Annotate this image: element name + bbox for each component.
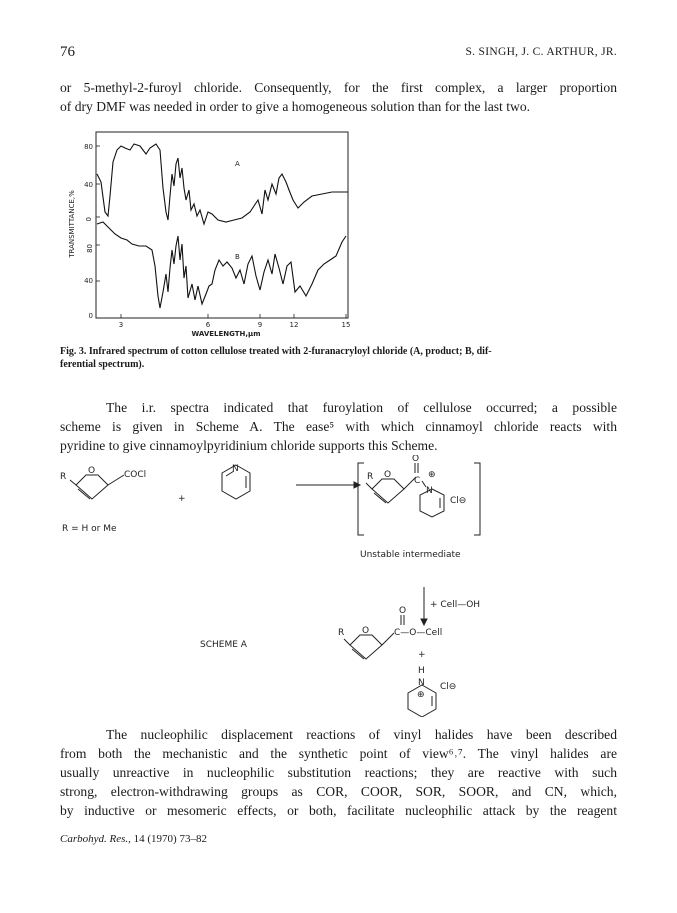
caption-line: ferential spectrum). [60, 359, 145, 370]
r-substituent-label: R [338, 628, 345, 638]
pyridinium-n-label: N [418, 678, 425, 688]
text-line: or 5-methyl-2-furoyl chloride. Consequently, for the first complex, a larger proportion [60, 80, 617, 95]
x-axis-label: WAVELENGTH,µm [191, 330, 261, 338]
carbonyl-o-label: O [412, 455, 420, 464]
text-line: from both the mechanistic and the synthetic point of view⁶˒⁷. The vinyl halides are [60, 746, 617, 761]
text-line: usually unreactive in nucleophilic substitution reactions; they are reactive with such [60, 765, 617, 780]
r-substituent-label: R [60, 472, 67, 482]
y-tick-label: 40 [84, 277, 93, 285]
charge-plus: ⊕ [428, 470, 436, 480]
journal-name: Carbohyd. Res., [60, 833, 131, 845]
y-tick-label: 0 [85, 217, 93, 222]
x-tick-label: 6 [205, 321, 211, 329]
running-header-authors: S. SINGH, J. C. ARTHUR, JR. [465, 46, 617, 58]
scheme-name: SCHEME A [200, 640, 247, 650]
unstable-intermediate-label: Unstable intermediate [360, 550, 461, 560]
ir-spectrum-figure [60, 124, 380, 339]
r-definition: R = H or Me [62, 524, 117, 534]
page-number: 76 [60, 44, 75, 60]
scheme-a-diagram [60, 455, 540, 717]
x-tick-label: 3 [118, 321, 124, 329]
x-tick-label: 15 [341, 321, 351, 329]
carbonyl-c-label: C [414, 476, 421, 486]
journal-citation: 14 (1970) 73–82 [133, 833, 207, 845]
x-tick-label: 12 [289, 321, 299, 329]
text-line: The nucleophilic displacement reactions of vinyl halides have been described [106, 727, 617, 742]
x-tick-label: 9 [257, 321, 263, 329]
y-tick-label: 40 [84, 181, 93, 189]
y-axis-label: TRANSMITTANCE,% [68, 190, 76, 258]
intro-paragraph [60, 78, 617, 116]
caption-line: Fig. 3. Infrared spectrum of cotton cellulose treated with 2-furanacryloyl chloride (A, product; B, dif- [60, 346, 492, 357]
text-line: The i.r. spectra indicated that furoylation of cellulose occurred; a possible [106, 400, 617, 415]
hydrogen-label: H [418, 666, 425, 676]
pyridine-n-label: N [232, 464, 239, 474]
text-line: strong, electron-withdrawing groups as COR, COOR, SOR, SOOR, and CN, which, [60, 784, 617, 799]
y-tick-label: 80 [84, 143, 93, 151]
r-substituent-label: R [367, 472, 374, 482]
ester-tail-label: C—O—Cell [394, 628, 443, 638]
plus-sign: + [178, 494, 186, 504]
furan-oxygen-label: O [88, 466, 96, 476]
chloride-label: Cl⊖ [450, 496, 467, 506]
paragraph-nucleophilic [60, 725, 617, 820]
y-tick-label: 0 [88, 312, 93, 320]
text-line: pyridine to give cinnamoylpyridinium chloride supports this Scheme. [60, 438, 438, 453]
cellulose-reagent-label: + Cell—OH [430, 600, 481, 610]
chloride-label: Cl⊖ [440, 682, 457, 692]
journal-footer [60, 833, 207, 845]
cocl-label: COCl [124, 470, 147, 480]
curve-b-label: B [235, 253, 240, 261]
curve-a-label: A [235, 160, 240, 168]
furan-oxygen-label: O [384, 470, 392, 480]
figure-caption [60, 345, 617, 371]
spectrum-curve-a [97, 144, 348, 224]
ester-carbonyl-o-label: O [399, 606, 407, 616]
text-line: of dry DMF was needed in order to give a homogeneous solution than for the last two. [60, 99, 531, 114]
paragraph-scheme-intro [60, 398, 617, 455]
text-line: scheme is given in Scheme A. The ease⁵ with which cinnamoyl chloride reacts with [60, 419, 617, 434]
text-line: by inductive or mesomeric effects, or both, facilitate nucleophilic attack by the reagent [60, 803, 617, 818]
charge-plus: ⊕ [417, 690, 425, 700]
furan-oxygen-label: O [362, 626, 370, 636]
y-tick-label: 80 [86, 244, 94, 253]
plot-frame [96, 132, 348, 318]
plus-sign: + [418, 650, 426, 660]
spectrum-curve-b [97, 222, 346, 308]
pyridinium-n-label: N [426, 486, 433, 496]
